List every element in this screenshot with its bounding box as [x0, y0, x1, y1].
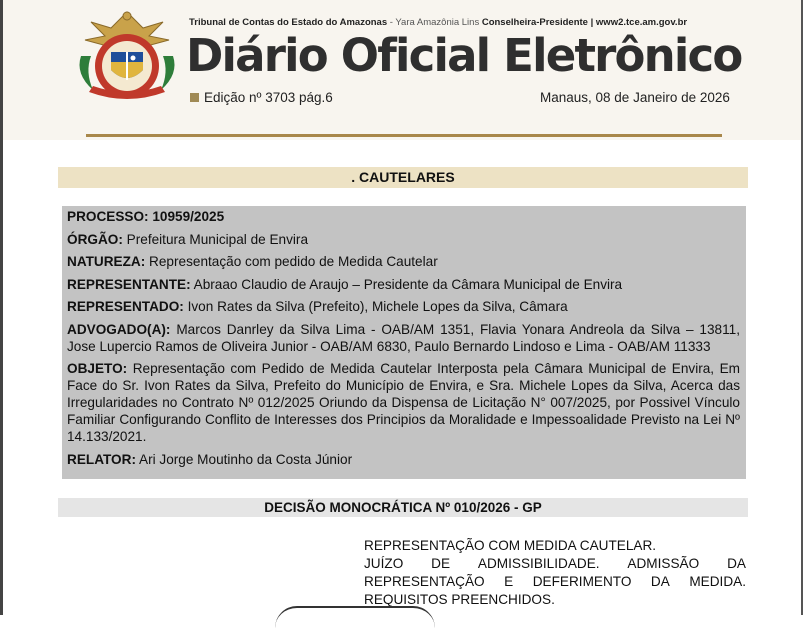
header-divider [86, 134, 722, 137]
field-relator: RELATOR: Ari Jorge Moutinho da Costa Júnior [67, 451, 353, 467]
field-orgao: ÓRGÃO: Prefeitura Municipal de Envira [67, 231, 309, 247]
edition-info [190, 90, 333, 105]
masthead-title: Diário Oficial Eletrônico [186, 29, 742, 82]
website-link[interactable]: www2.tce.am.gov.br [595, 17, 688, 28]
ementa-line-2: JUÍZO DE ADMISSIBILIDADE. ADMISSÃO DA [364, 556, 746, 571]
bullet-square-icon [190, 93, 199, 102]
field-processo: PROCESSO: 10959/2025 [67, 209, 225, 224]
decision-title: DECISÃO MONOCRÁTICA Nº 010/2026 - GP [58, 498, 748, 517]
field-natureza: NATUREZA: Representação com pedido de Medida Cautelar [67, 254, 438, 269]
page-header [3, 0, 801, 140]
edition-number: Edição nº 3703 pág.6 [204, 90, 333, 105]
ementa-line-3: REPRESENTAÇÃO E DEFERIMENTO DA MEDIDA. [364, 574, 746, 589]
organization-name: Tribunal de Contas do Estado do Amazonas [189, 17, 388, 28]
publication-date: Manaus, 08 de Janeiro de 2026 [540, 90, 730, 105]
ementa-line-4: REQUISITOS PREENCHIDOS. [364, 592, 555, 607]
field-representado: REPRESENTADO: Ivon Rates da Silva (Prefeito), Michele Lopes da Silva, Câmara [67, 299, 568, 314]
separator: - [387, 17, 396, 28]
field-advogado: ADVOGADO(A): Marcos Danrley da Silva Lima - OAB/AM 1351, Flavia Yonara Andreola da Silva – 13811, Jose Lupercio Ramos de Oliveira Junior - OAB/AM 6830, Paulo Bernardo Lindoso e Lima - OAB/AM 11333 [67, 321, 740, 354]
ementa-text [364, 537, 746, 609]
tce-crest-logo [71, 6, 183, 106]
ementa-line-1: REPRESENTAÇÃO COM MEDIDA CAUTELAR. [364, 538, 657, 553]
president-name: Yara Amazônia Lins [395, 17, 480, 28]
partial-stamp-outline [275, 606, 435, 628]
field-objeto: OBJETO: Representação com Pedido de Medida Cautelar Interposta pela Câmara Municipal de Envira, Em Face do Sr. Ivon Rates da Silva, Prefeito do Município de Envira, e Sra. Michele Lopes da Silva, Acerca das Irregularidades no Contrato Nº 012/2025 Oriundo da Dispensa de Licitação N° 007/2025, por Possivel Vínculo Familiar Configurando Conflito de Interesses dos Principios da Moralidade e Impessoalidade Previsto na Lei Nº 14.133/2021. [67, 361, 740, 444]
president-title: Conselheira-Presidente [481, 17, 588, 28]
header-top-line: Tribunal de Contas do Estado do Amazonas - Yara Amazônia Lins Conselheira-Presidente | www2.tce.am.gov.br [189, 17, 688, 28]
section-title: . CAUTELARES [58, 167, 748, 188]
field-representante: REPRESENTANTE: Abraao Claudio de Araujo – Presidente da Câmara Municipal de Envira [67, 276, 623, 292]
process-info-box [62, 206, 746, 479]
